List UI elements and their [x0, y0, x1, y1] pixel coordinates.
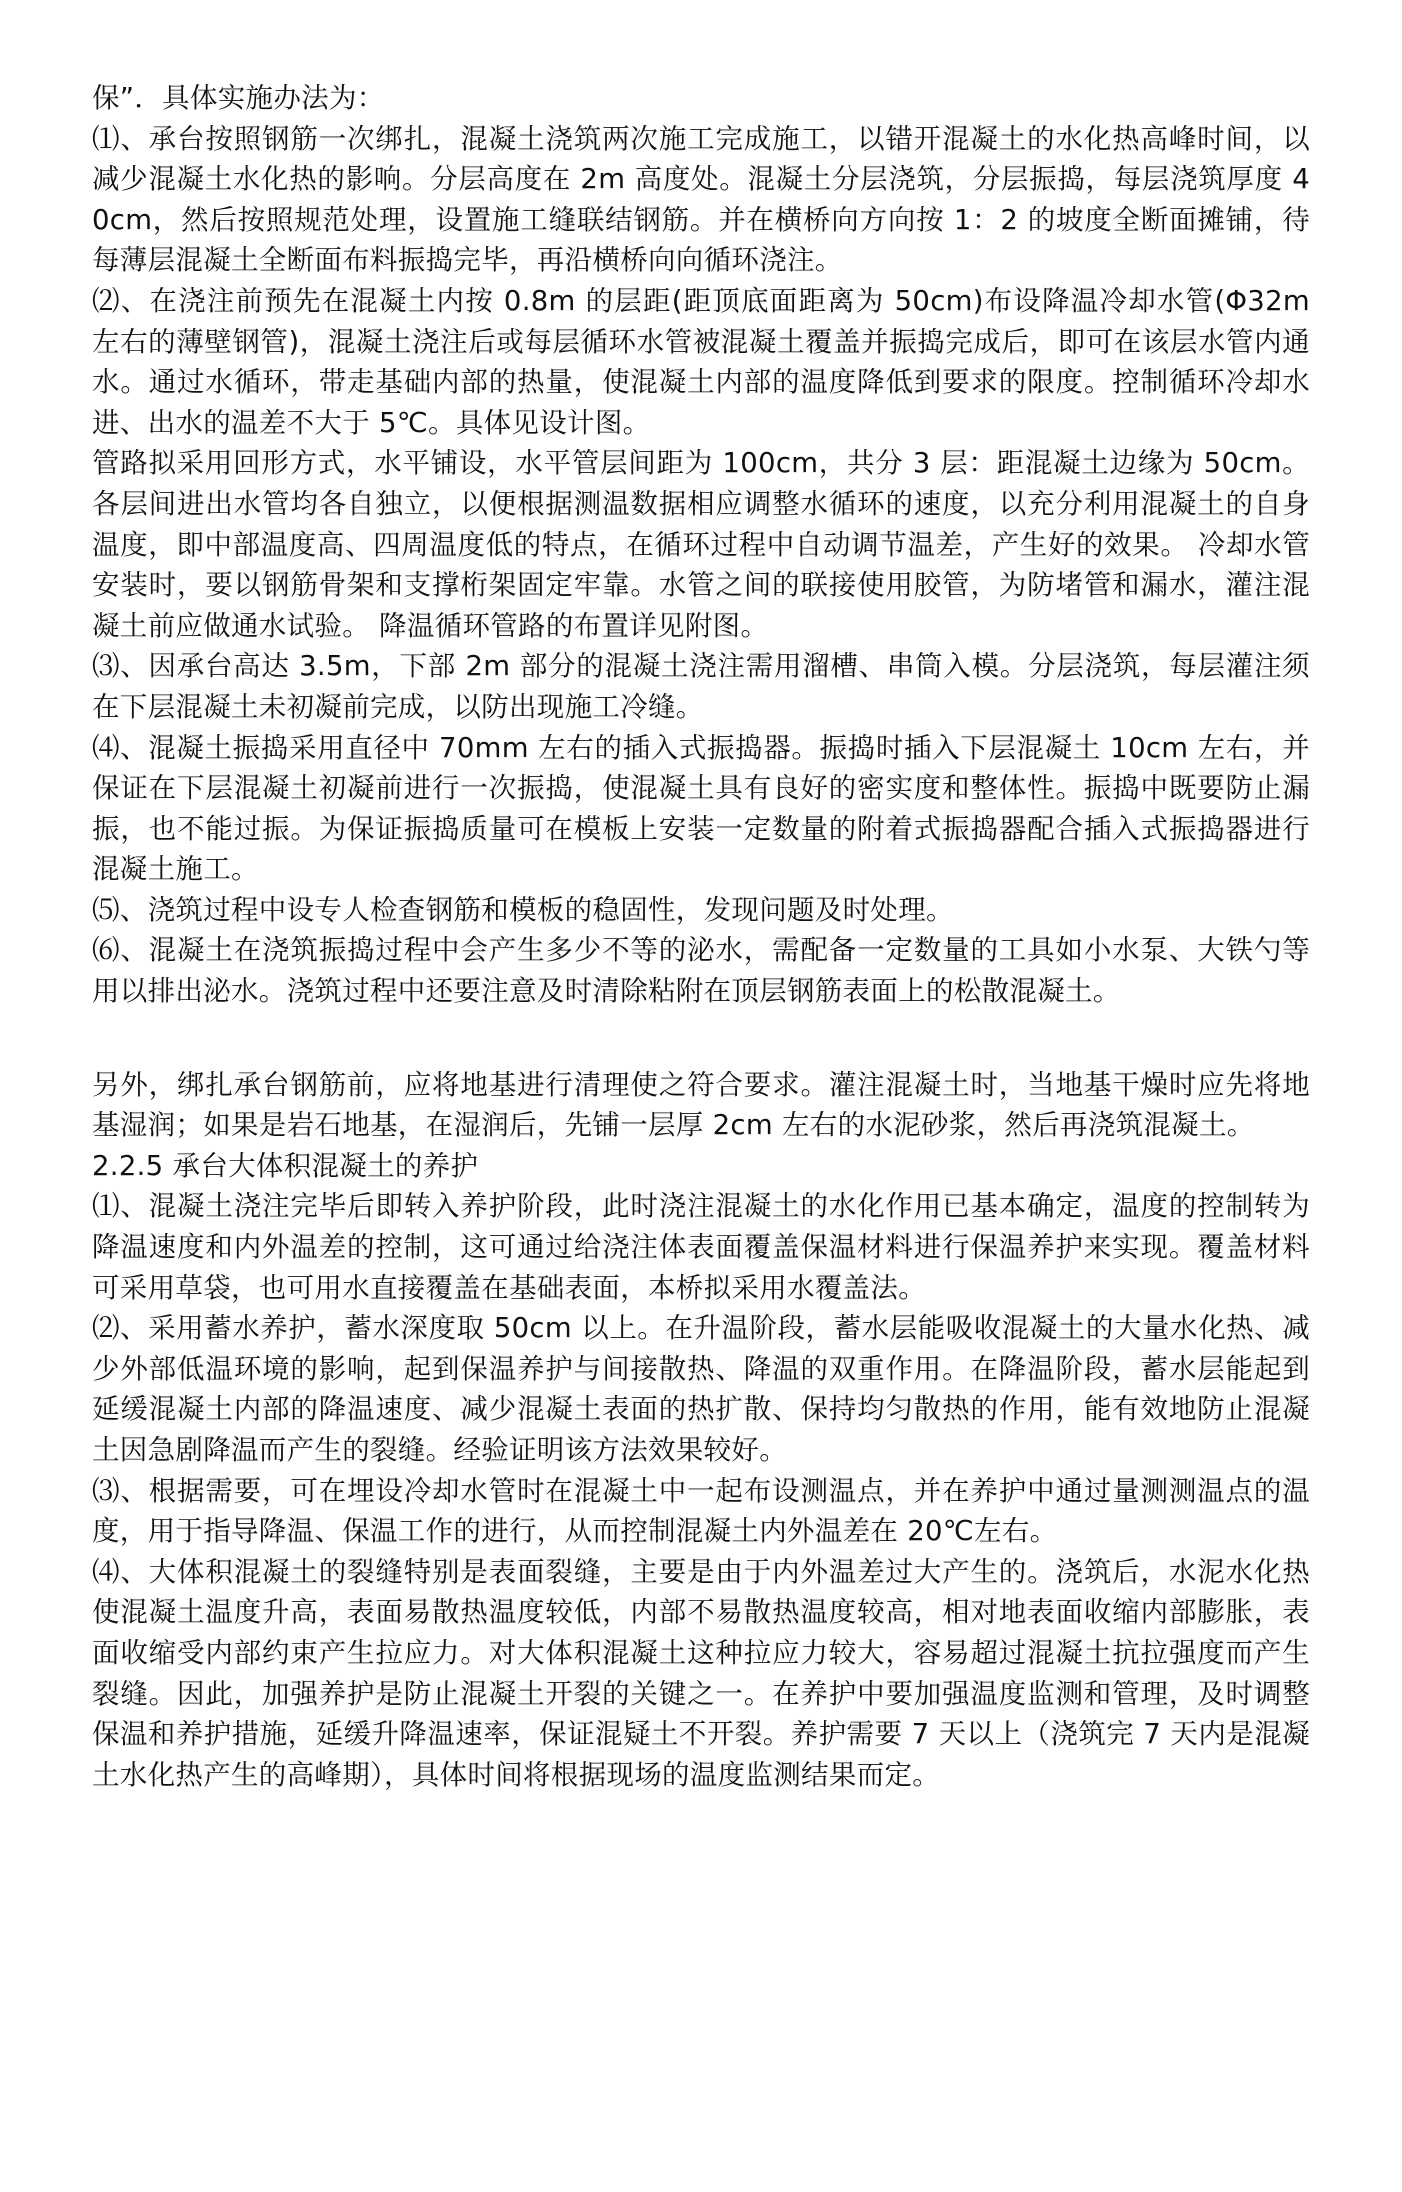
- paragraph-foundation: 另外，绑扎承台钢筋前，应将地基进行清理使之符合要求。灌注混凝土时，当地基干燥时应先将地基湿润；如果是岩石地基，在湿润后，先铺一层厚 2cm 左右的水泥砂浆，然后再浇筑混凝土。: [92, 1068, 1310, 1142]
- paragraph-item-2: ⑵、在浇注前预先在混凝土内按 0.8m 的层距(距顶底面距离为 50cm)布设降温冷却水管(Φ32m 左右的薄壁钢管)，混凝土浇注后或每层循环水管被混凝土覆盖并振捣完成后，即可在该层水管内通水。通过水循环，带走基础内部的热量，使混凝土内部的温度降低到要求的限度。控制循环冷却水进、出水的温差不大于 5℃。具体见设计图。: [92, 284, 1310, 439]
- paragraph-gap: [92, 1012, 1310, 1065]
- section-heading: 2.2.5 承台大体积混凝土的养护: [92, 1149, 479, 1182]
- paragraph-intro: 保”．具体实施办法为：: [92, 82, 385, 114]
- paragraph-item-4: ⑷、混凝土振捣采用直径中 70mm 左右的插入式振捣器。振捣时插入下层混凝土 10cm 左右，并保证在下层混凝土初凝前进行一次振捣，使混凝土具有良好的密实度和整体性。振捣中既要防止漏振，也不能过振。为保证振捣质量可在模板上安装一定数量的附着式振捣器配合插入式振捣器进行混凝土施工。: [92, 731, 1310, 886]
- paragraph-item-5: ⑸、浇筑过程中设专人检查钢筋和模板的稳固性，发现问题及时处理。: [92, 893, 954, 926]
- paragraph-pipe-layout: 管路拟采用回形方式，水平铺设，水平管层间距为 100cm，共分 3 层：距混凝土边缘为 50cm。各层间进出水管均各自独立，以便根据测温数据相应调整水循环的速度，以充分利用混凝土的自身温度，即中部温度高、四周温度低的特点，在循环过程中自动调节温差，产生好的效果。 冷却水管安装时，要以钢筋骨架和支撑桁架固定牢靠。水管之间的联接使用胶管，为防堵管和漏水，灌注混凝土前应做通水试验。 降温循环管路的布置详见附图。: [92, 447, 1310, 642]
- paragraph-item-6: ⑹、混凝土在浇筑振捣过程中会产生多少不等的泌水，需配备一定数量的工具如小水泵、大铁勺等用以排出泌水。浇筑过程中还要注意及时清除粘附在顶层钢筋表面上的松散混凝土。: [92, 934, 1310, 1008]
- paragraph-curing-1: ⑴、混凝土浇注完毕后即转入养护阶段，此时浇注混凝土的水化作用已基本确定，温度的控制转为降温速度和内外温差的控制，这可通过给浇注体表面覆盖保温材料进行保温养护来实现。覆盖材料可采用草袋，也可用水直接覆盖在基础表面，本桥拟采用水覆盖法。: [92, 1190, 1310, 1304]
- paragraph-curing-3: ⑶、根据需要，可在埋设冷却水管时在混凝土中一起布设测温点，并在养护中通过量测测温点的温度，用于指导降温、保温工作的进行，从而控制混凝土内外温差在 20℃左右。: [92, 1474, 1310, 1548]
- paragraph-curing-2: ⑵、采用蓄水养护，蓄水深度取 50cm 以上。在升温阶段，蓄水层能吸收混凝土的大量水化热、减少外部低温环境的影响，起到保温养护与间接散热、降温的双重作用。在降温阶段，蓄水层能起到延缓混凝土内部的降温速度、减少混凝土表面的热扩散、保持均匀散热的作用，能有效地防止混凝土因急剧降温而产生的裂缝。经验证明该方法效果较好。: [92, 1312, 1310, 1466]
- paragraph-curing-4: ⑷、大体积混凝土的裂缝特别是表面裂缝，主要是由于内外温差过大产生的。浇筑后，水泥水化热使混凝土温度升高，表面易散热温度较低，内部不易散热温度较高，相对地表面收缩内部膨胀，表面收缩受内部约束产生拉应力。对大体积混凝土这种拉应力较大，容易超过混凝土抗拉强度而产生裂缝。因此，加强养护是防止混凝土开裂的关键之一。在养护中要加强温度监测和管理，及时调整保温和养护措施，延缓升降温速率，保证混疑土不开裂。养护需要 7 天以上（浇筑完 7 天内是混凝土水化热产生的高峰期），具体时间将根据现场的温度监测结果而定。: [92, 1555, 1310, 1791]
- paragraph-item-3: ⑶、因承台高达 3.5m，下部 2m 部分的混凝土浇注需用溜槽、串筒入模。分层浇筑，每层灌注须在下层混凝土未初凝前完成，以防出现施工冷缝。: [92, 650, 1310, 723]
- paragraph-item-1: ⑴、承台按照钢筋一次绑扎，混凝土浇筑两次施工完成施工，以错开混凝土的水化热高峰时间，以减少混凝土水化热的影响。分层高度在 2m 高度处。混凝土分层浇筑，分层振捣，每层浇筑厚度 40cm，然后按照规范处理，设置施工缝联结钢筋。并在横桥向方向按 1：2 的坡度全断面摊铺，待每薄层混凝土全断面布料振捣完毕，再沿横桥向向循环浇注。: [92, 122, 1310, 277]
